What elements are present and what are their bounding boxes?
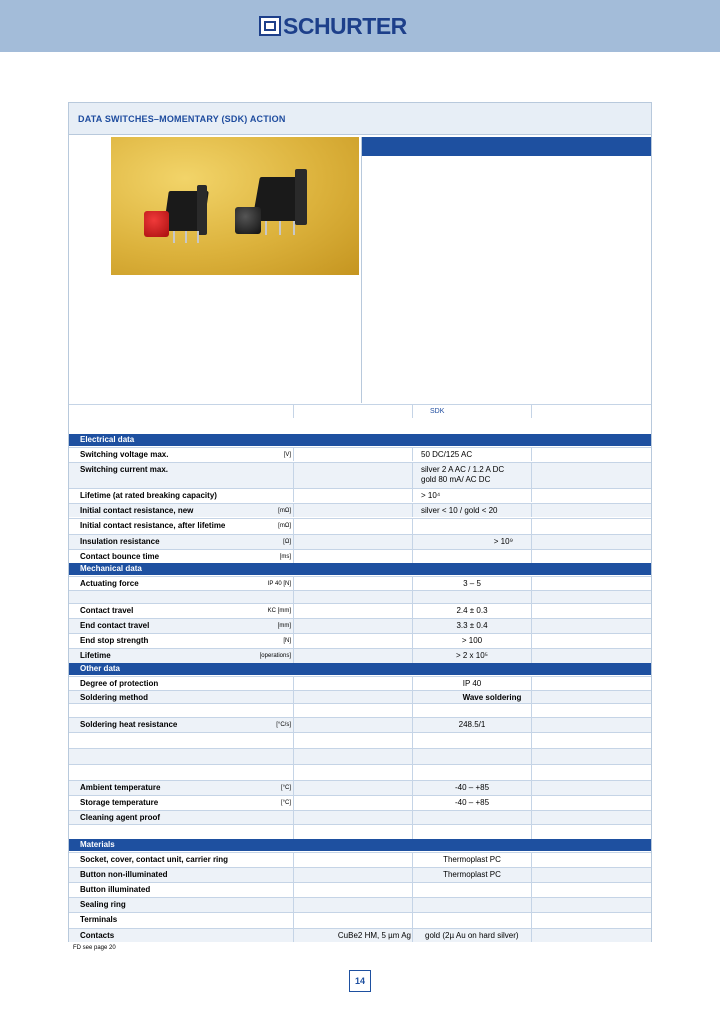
row-label: Soldering method (80, 693, 148, 702)
row-value: > 100 (461, 636, 483, 645)
row-unit: [mΩ] (278, 508, 291, 514)
table-row (69, 576, 651, 590)
row-label: Socket, cover, contact unit, carrier ring (80, 855, 229, 864)
table-row (69, 518, 651, 534)
row-unit: [°C] (280, 785, 291, 791)
row-value: > 10⁹ (493, 537, 513, 546)
row-value: > 2 x 10⁵ (455, 651, 488, 660)
schurter-logo-icon (259, 16, 281, 36)
row-label: Lifetime (80, 651, 111, 660)
table-row (69, 603, 651, 618)
brand-logo (259, 14, 407, 38)
section-mechanical (69, 563, 651, 575)
table-row (69, 748, 651, 764)
table-row (69, 534, 651, 549)
table-row (69, 764, 651, 780)
row-label: Insulation resistance (80, 537, 160, 546)
section-other (69, 663, 651, 675)
row-label: Initial contact resistance, after lifetime (80, 521, 226, 530)
table-row (69, 732, 651, 748)
table-row (69, 795, 651, 810)
table-row (69, 717, 651, 732)
table-row (69, 618, 651, 633)
row-label: Contact bounce time (80, 552, 160, 561)
row-unit: [°C] (280, 800, 291, 806)
row-label: Sealing ring (80, 900, 126, 909)
table-row (69, 810, 651, 824)
row-label: Actuating force (80, 579, 139, 588)
table-row (69, 928, 651, 942)
row-label: Ambient temperature (80, 783, 161, 792)
section-electrical (69, 434, 651, 446)
row-label: Soldering heat resistance (80, 720, 178, 729)
row-label: Button non-illuminated (80, 870, 168, 879)
table-row (69, 590, 651, 603)
row-value: IP 40 (462, 679, 482, 688)
page-number: 14 (349, 970, 371, 992)
row-value-mid: CuBe2 HM, 5 µm Ag (337, 931, 411, 940)
row-label: Degree of protection (80, 679, 159, 688)
row-value: -40 – +85 (454, 783, 490, 792)
row-unit: [operations] (259, 653, 291, 659)
table-row (69, 503, 651, 517)
row-label: Switching voltage max. (80, 450, 169, 459)
footnote: FD see page 20 (73, 945, 116, 951)
row-unit: IP 40 [N] (267, 581, 291, 587)
table-row (69, 676, 651, 690)
info-panel-bar (362, 137, 651, 156)
row-label: End contact travel (80, 621, 150, 630)
row-value: gold (2µ Au on hard silver) (425, 931, 519, 940)
table-row (69, 633, 651, 648)
row-value: -40 – +85 (454, 798, 490, 807)
row-unit: [Ω] (283, 539, 291, 545)
row-label: Initial contact resistance, new (80, 506, 194, 515)
row-unit: [V] (283, 452, 291, 458)
product-photo (111, 137, 359, 275)
page-title: DATA SWITCHES–MOMENTARY (SDK) ACTION (78, 114, 286, 124)
column-header-row (69, 404, 651, 418)
row-value: Wave soldering (462, 693, 522, 702)
row-label: Switching current max. (80, 465, 169, 474)
table-row (69, 852, 651, 867)
row-label: Contact travel (80, 606, 134, 615)
table-row (69, 447, 651, 461)
row-label: Contacts (80, 931, 115, 940)
table-row (69, 897, 651, 912)
row-label: Cleaning agent proof (80, 813, 160, 822)
row-value: silver 2 A AC / 1.2 A DC (421, 465, 505, 474)
brand-name: SCHURTER (283, 12, 407, 39)
section-label: Other data (80, 664, 121, 673)
row-label: End stop strength (80, 636, 149, 645)
row-unit: [N] (283, 638, 291, 644)
table-row (69, 703, 651, 717)
row-unit: [mΩ] (278, 523, 291, 529)
row-value: 3.3 ± 0.4 (456, 621, 488, 630)
row-unit: KC [mm] (267, 608, 291, 614)
row-value: 2.4 ± 0.3 (456, 606, 488, 615)
table-row (69, 824, 651, 839)
table-row (69, 882, 651, 897)
row-value: 3 – 5 (463, 579, 481, 588)
row-value: silver < 10 / gold < 20 (421, 506, 498, 515)
section-materials (69, 839, 651, 851)
table-row (69, 462, 651, 488)
row-label: Terminals (80, 915, 118, 924)
row-unit: [ms] (279, 554, 291, 560)
column-header-sdk: SDK (430, 408, 445, 415)
section-label: Electrical data (80, 435, 135, 444)
table-row (69, 690, 651, 703)
table-row (69, 867, 651, 882)
table-row (69, 488, 651, 502)
row-value: Thermoplast PC (443, 855, 501, 864)
row-label: Button illuminated (80, 885, 151, 894)
section-label: Materials (80, 840, 115, 849)
row-value: Thermoplast PC (443, 870, 501, 879)
info-panel (361, 137, 651, 403)
table-row (69, 912, 651, 928)
row-label: Storage temperature (80, 798, 159, 807)
row-value: 248.5/1 (458, 720, 486, 729)
section-label: Mechanical data (80, 564, 142, 573)
row-value-2: gold 80 mA/ AC DC (421, 475, 491, 484)
row-value: 50 DC/125 AC (421, 450, 473, 459)
row-unit: [°C/s] (276, 722, 291, 728)
row-label: Lifetime (at rated breaking capacity) (80, 491, 217, 500)
title-bar (69, 103, 651, 135)
row-value: > 10⁴ (421, 491, 441, 500)
table-row (69, 648, 651, 663)
table-row (69, 780, 651, 795)
table-row (69, 549, 651, 563)
row-unit: [mm] (277, 623, 291, 629)
